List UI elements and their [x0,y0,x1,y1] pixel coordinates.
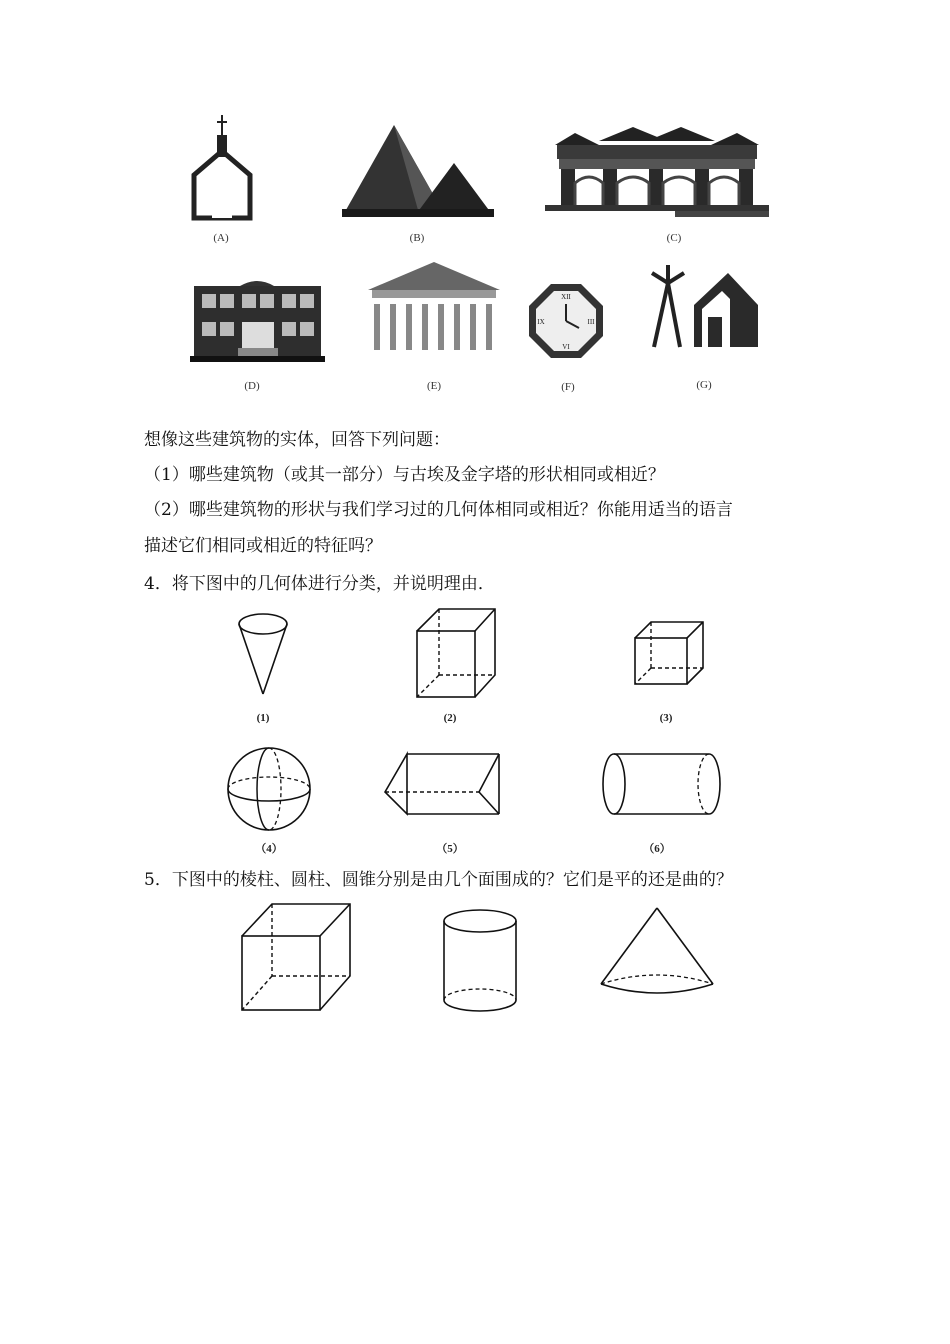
question-5: 5．下图中的棱柱、圆柱、圆锥分别是由几个面围成的？它们是平的还是曲的？ [144,870,733,890]
solid-5-triangular-prism [383,752,501,816]
cylinder-figure [442,908,518,1014]
svg-text:IX: IX [537,318,545,326]
solid-2-cube [415,607,497,699]
building-caption-d: (D) [244,380,260,392]
building-caption-c: (C) [666,232,682,244]
prism-figure [240,902,352,1012]
solid-3-cuboid [633,620,705,686]
solid-1-cone [236,612,292,696]
question-2-line-1: （2）哪些建筑物的形状与我们学习过的几何体相同或相近？你能用适当的语言 [144,500,733,520]
question-1: （1）哪些建筑物（或其一部分）与古埃及金字塔的形状相同或相近？ [144,465,665,485]
svg-text:XII: XII [561,293,571,301]
solid-6-horizontal-cylinder [601,752,723,816]
building-caption-b: (B) [409,232,425,244]
cone-figure [598,906,716,1000]
building-caption-g: (G) [696,379,712,391]
solid-4-sphere [226,746,312,832]
solid-caption-4: （4） [255,843,283,855]
temple-image [368,262,500,352]
solid-caption-1: (1) [256,712,270,724]
solid-caption-5: （5） [436,843,464,855]
solid-caption-6: （6） [643,843,671,855]
svg-text:III: III [587,318,595,326]
church-image [190,115,260,220]
barn-windmill-image [650,265,758,349]
question-2-line-2: 描述它们相同或相近的特征吗？ [144,536,382,556]
building-caption-a: (A) [213,232,229,244]
office-building-image [190,276,325,364]
archway-image [545,127,769,219]
clock-image [529,284,603,358]
building-caption-f: (F) [561,381,575,393]
svg-text:VI: VI [562,343,570,351]
solid-caption-3: (3) [659,712,673,724]
intro-text: 想像这些建筑物的实体，回答下列问题： [144,430,450,450]
pyramids-image [342,125,494,220]
question-4: 4．将下图中的几何体进行分类，并说明理由． [144,574,495,594]
solid-caption-2: (2) [443,712,457,724]
building-caption-e: (E) [426,380,442,392]
